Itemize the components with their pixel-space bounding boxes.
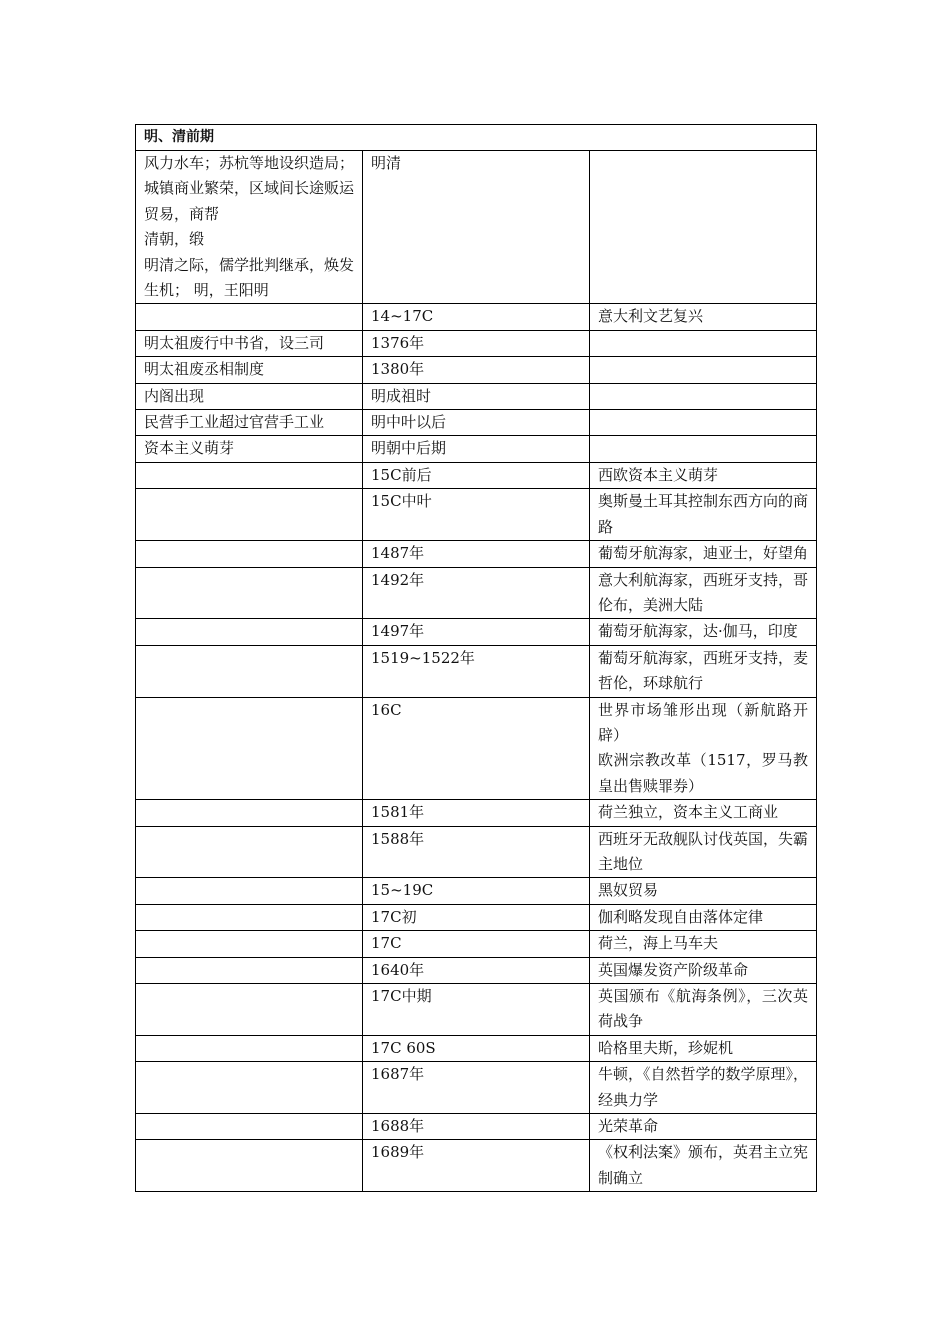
china-event-cell-text: 内阁出现 — [144, 386, 205, 405]
table-row — [136, 904, 817, 930]
table-row — [136, 931, 817, 957]
time-cell — [363, 304, 590, 330]
world-event-cell-text: 意大利文艺复兴 — [598, 307, 704, 326]
time-cell — [363, 151, 590, 304]
world-event-cell — [590, 1035, 817, 1061]
time-cell-text: 1380年 — [371, 360, 425, 379]
time-cell-text: 明朝中后期 — [371, 439, 447, 458]
china-event-cell-text: 风力水车；苏杭等地设织造局；城镇商业繁荣，区域间长途贩运贸易，商帮 — [144, 154, 355, 223]
time-cell — [363, 697, 590, 800]
table-row — [136, 436, 817, 462]
world-event-cell — [590, 1062, 817, 1114]
world-event-cell-text: 牛顿，《自然哲学的数学原理》，经典力学 — [598, 1065, 809, 1109]
world-event-cell — [590, 462, 817, 488]
world-event-cell-text: 欧洲宗教改革（1517，罗马教皇出售赎罪券） — [598, 751, 808, 795]
table-row — [136, 383, 817, 409]
world-event-cell — [590, 878, 817, 904]
world-event-cell — [590, 697, 817, 800]
table-row — [136, 330, 817, 356]
time-cell-text: 明清 — [371, 154, 402, 172]
world-event-cell-text: 葡萄牙航海家，达·伽马，印度 — [598, 622, 798, 641]
time-cell-text: 1497年 — [371, 622, 425, 641]
world-event-cell-text: 《权利法案》颁布，英君主立宪制确立 — [598, 1143, 809, 1187]
time-cell-text: 1376年 — [371, 333, 425, 352]
china-event-cell-text: 明清之际，儒学批判继承，焕发生机； 明，王阳明 — [144, 255, 355, 300]
world-event-cell — [590, 489, 817, 541]
time-cell — [363, 904, 590, 930]
time-cell — [363, 383, 590, 409]
table-row — [136, 878, 817, 904]
table-row — [136, 800, 817, 826]
world-event-cell-text: 荷兰，海上马车夫 — [598, 934, 719, 953]
time-cell-text: 明成祖时 — [371, 386, 432, 405]
table-row — [136, 357, 817, 383]
time-cell-text: 17C初 — [371, 907, 417, 926]
world-event-cell — [590, 1114, 817, 1140]
china-event-cell — [136, 826, 363, 878]
world-event-cell — [590, 383, 817, 409]
world-event-cell — [590, 567, 817, 619]
table-row — [136, 151, 817, 304]
time-cell — [363, 541, 590, 567]
world-event-cell-text: 伽利略发现自由落体定律 — [598, 907, 764, 926]
time-cell-text: 1688年 — [371, 1117, 425, 1136]
china-event-cell — [136, 304, 363, 330]
china-event-cell — [136, 1035, 363, 1061]
world-event-cell — [590, 800, 817, 826]
world-event-cell — [590, 410, 817, 436]
world-event-cell-text: 英国爆发资产阶级革命 — [598, 960, 749, 979]
time-cell-text: 明中叶以后 — [371, 413, 447, 432]
world-event-cell — [590, 619, 817, 645]
time-cell — [363, 436, 590, 462]
time-cell — [363, 357, 590, 383]
time-cell — [363, 410, 590, 436]
time-cell-text: 14~17C — [371, 307, 434, 326]
timeline-table-body — [136, 125, 817, 1192]
time-cell — [363, 878, 590, 904]
china-event-cell — [136, 462, 363, 488]
china-event-cell — [136, 957, 363, 983]
time-cell — [363, 645, 590, 697]
world-event-cell-text: 世界市场雏形出现（新航路开辟） — [598, 700, 808, 744]
table-row — [136, 697, 817, 800]
time-cell-text: 15C中叶 — [371, 492, 432, 511]
time-cell — [363, 931, 590, 957]
china-event-cell — [136, 357, 363, 383]
world-event-cell-text: 西班牙无敌舰队讨伐英国，失霸主地位 — [598, 829, 809, 873]
china-event-cell — [136, 878, 363, 904]
china-event-cell — [136, 931, 363, 957]
time-cell-text: 1687年 — [371, 1065, 425, 1084]
china-event-cell — [136, 541, 363, 567]
time-cell — [363, 1140, 590, 1192]
history-timeline-table — [135, 124, 817, 1192]
time-cell — [363, 462, 590, 488]
world-event-cell-text: 葡萄牙航海家，西班牙支持，麦哲伦，环球航行 — [598, 648, 809, 693]
table-row — [136, 1140, 817, 1192]
world-event-cell — [590, 151, 817, 304]
table-row — [136, 462, 817, 488]
world-event-cell — [590, 357, 817, 383]
world-event-cell-text: 意大利航海家，西班牙支持，哥伦布，美洲大陆 — [598, 570, 809, 614]
table-row — [136, 1114, 817, 1140]
world-event-cell-text: 哈格里夫斯，珍妮机 — [598, 1038, 734, 1057]
world-event-cell — [590, 1140, 817, 1192]
world-event-cell — [590, 826, 817, 878]
china-event-cell — [136, 1062, 363, 1114]
china-event-cell-text: 清朝，缎 — [144, 230, 205, 249]
table-row — [136, 645, 817, 697]
world-event-cell — [590, 436, 817, 462]
table-row — [136, 489, 817, 541]
table-row — [136, 1062, 817, 1114]
china-event-cell — [136, 645, 363, 697]
time-cell-text: 16C — [371, 700, 402, 719]
time-cell — [363, 1035, 590, 1061]
time-cell-text: 15~19C — [371, 881, 434, 900]
time-cell-text: 17C — [371, 934, 402, 953]
section-header-row — [136, 125, 817, 151]
table-row — [136, 541, 817, 567]
time-cell — [363, 984, 590, 1036]
world-event-cell-text: 葡萄牙航海家，迪亚士，好望角 — [598, 544, 809, 563]
time-cell-text: 1689年 — [371, 1143, 425, 1162]
world-event-cell — [590, 304, 817, 330]
china-event-cell — [136, 330, 363, 356]
time-cell-text: 17C中期 — [371, 987, 432, 1005]
world-event-cell — [590, 904, 817, 930]
china-event-cell — [136, 383, 363, 409]
world-event-cell — [590, 931, 817, 957]
china-event-cell-text: 明太祖废丞相制度 — [144, 360, 265, 379]
table-row — [136, 984, 817, 1036]
world-event-cell — [590, 541, 817, 567]
section-title: 明、清前期 — [136, 125, 817, 151]
time-cell-text: 1487年 — [371, 544, 425, 563]
china-event-cell-text: 资本主义萌芽 — [144, 439, 235, 458]
china-event-cell — [136, 697, 363, 800]
time-cell-text: 15C前后 — [371, 465, 432, 484]
time-cell — [363, 800, 590, 826]
time-cell-text: 1581年 — [371, 803, 425, 822]
time-cell-text: 1519~1522年 — [371, 648, 475, 667]
china-event-cell — [136, 436, 363, 462]
china-event-cell — [136, 1140, 363, 1192]
world-event-cell — [590, 330, 817, 356]
china-event-cell — [136, 567, 363, 619]
time-cell — [363, 619, 590, 645]
time-cell — [363, 489, 590, 541]
time-cell-text: 1640年 — [371, 960, 425, 979]
china-event-cell-text: 民营手工业超过官营手工业 — [144, 413, 325, 432]
china-event-cell — [136, 489, 363, 541]
world-event-cell-text: 西欧资本主义萌芽 — [598, 465, 719, 484]
world-event-cell-text: 奥斯曼土耳其控制东西方向的商路 — [598, 492, 809, 536]
time-cell — [363, 957, 590, 983]
china-event-cell — [136, 1114, 363, 1140]
table-row — [136, 567, 817, 619]
china-event-cell-text: 明太祖废行中书省，设三司 — [144, 333, 325, 352]
table-row — [136, 826, 817, 878]
time-cell-text: 1588年 — [371, 829, 425, 848]
time-cell — [363, 826, 590, 878]
world-event-cell-text: 黑奴贸易 — [598, 881, 659, 900]
time-cell-text: 1492年 — [371, 570, 425, 589]
time-cell — [363, 1062, 590, 1114]
world-event-cell-text: 英国颁布《航海条例》，三次英荷战争 — [598, 987, 808, 1031]
world-event-cell — [590, 984, 817, 1036]
china-event-cell — [136, 800, 363, 826]
table-row — [136, 304, 817, 330]
time-cell — [363, 330, 590, 356]
china-event-cell — [136, 410, 363, 436]
world-event-cell — [590, 645, 817, 697]
world-event-cell — [590, 957, 817, 983]
table-row — [136, 619, 817, 645]
china-event-cell — [136, 151, 363, 304]
china-event-cell — [136, 619, 363, 645]
world-event-cell-text: 荷兰独立，资本主义工商业 — [598, 803, 779, 822]
china-event-cell — [136, 904, 363, 930]
time-cell — [363, 1114, 590, 1140]
table-row — [136, 1035, 817, 1061]
time-cell — [363, 567, 590, 619]
table-row — [136, 410, 817, 436]
table-row — [136, 957, 817, 983]
world-event-cell-text: 光荣革命 — [598, 1117, 659, 1136]
time-cell-text: 17C 60S — [371, 1038, 436, 1057]
china-event-cell — [136, 984, 363, 1036]
